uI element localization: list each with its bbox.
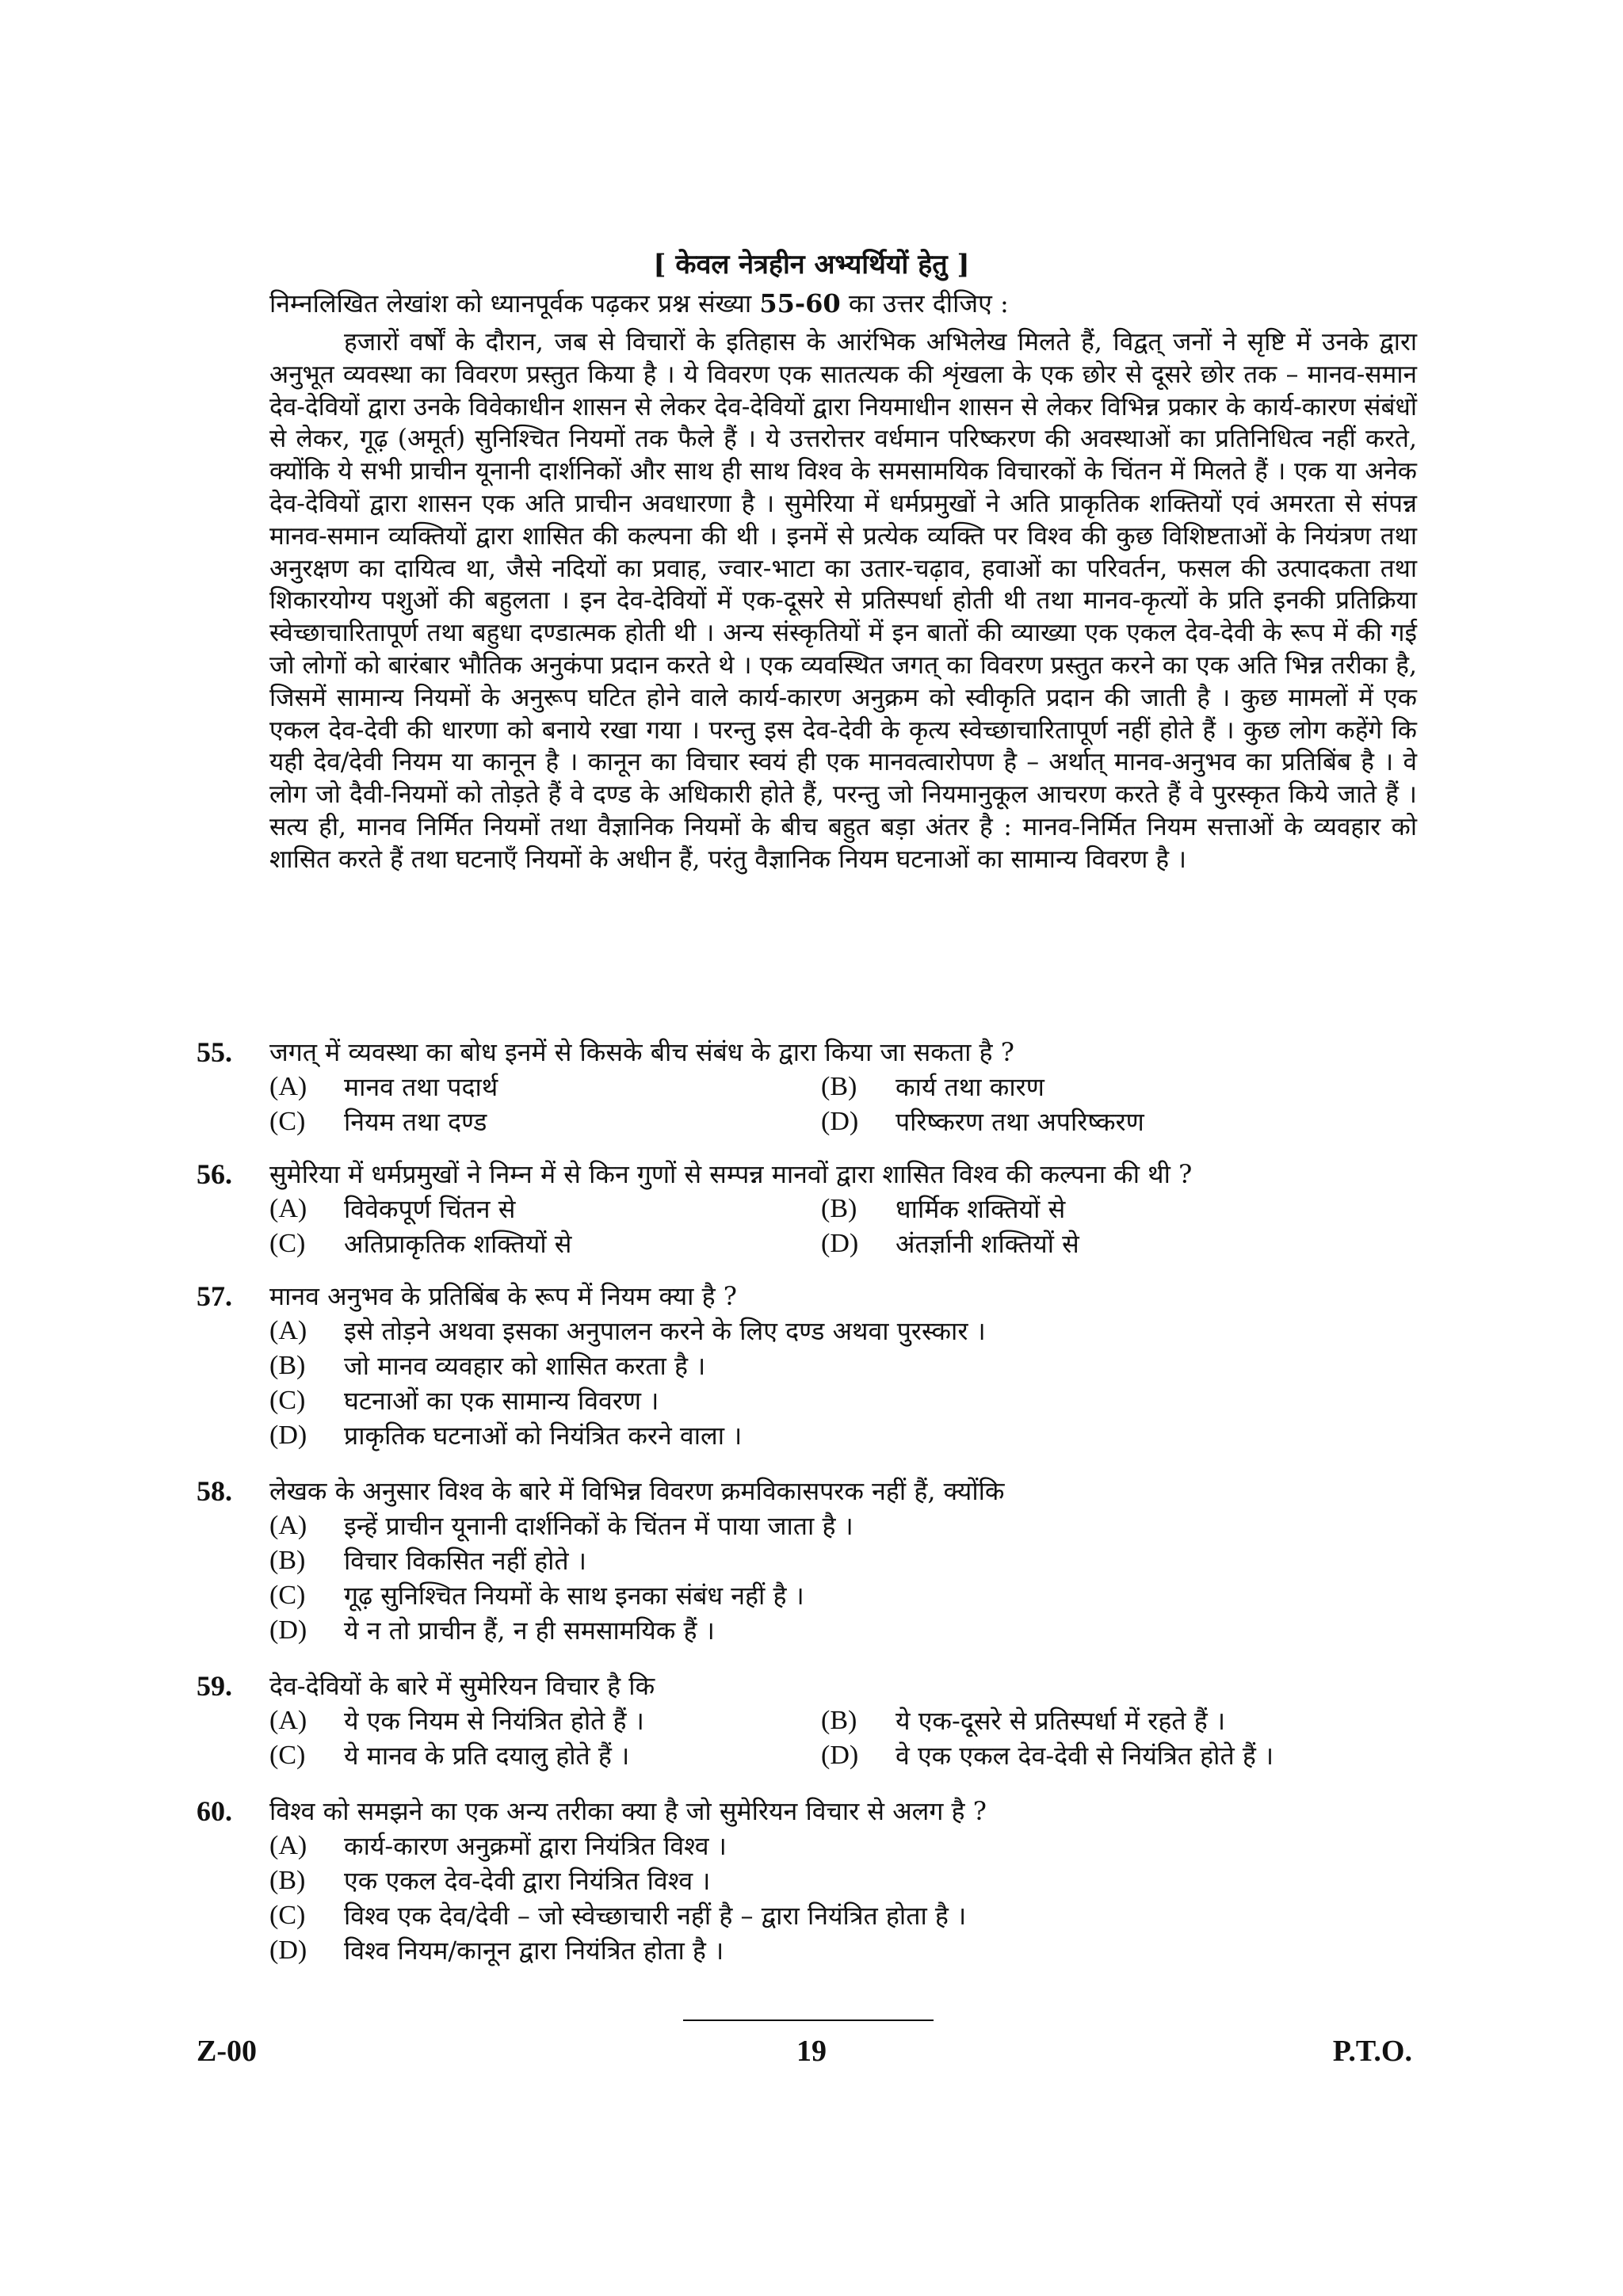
option-d [821, 1104, 1433, 1139]
option-a [269, 1192, 821, 1226]
option-label: (A) [269, 1194, 307, 1223]
option-text: वे एक एकल देव-देवी से नियंत्रित होते हैं । [896, 1741, 1274, 1771]
option-text: घटनाओं का एक सामान्य विवरण । [344, 1386, 659, 1416]
option-c [269, 1226, 821, 1261]
option-label: (D) [269, 1936, 307, 1965]
option-label: (C) [269, 1386, 306, 1415]
option-text: धार्मिक शक्तियों से [896, 1194, 1066, 1224]
question-text: जगत् में व्यवस्था का बोध इनमें से किसके बीच संबंध के द्वारा किया जा सकता है ? [269, 1037, 1014, 1067]
option-label: (A) [269, 1706, 307, 1735]
question-text: सुमेरिया में धर्मप्रमुखों ने निम्न में से किन गुणों से सम्पन्न मानवों द्वारा शासित विश्व की कल्पना की थी ? [269, 1159, 1193, 1189]
option-label: (D) [269, 1421, 307, 1450]
option-text: एक एकल देव-देवी द्वारा नियंत्रित विश्व । [344, 1866, 711, 1896]
option-c [269, 1383, 1433, 1418]
option-label: (C) [269, 1107, 306, 1136]
option-text: ये मानव के प्रति दयालु होते हैं । [344, 1741, 630, 1771]
option-a [269, 1508, 1433, 1543]
option-text: इन्हें प्राचीन यूनानी दार्शनिकों के चिंतन में पाया जाता है । [344, 1511, 854, 1541]
option-label: (C) [269, 1901, 306, 1930]
option-text: अंतर्ज्ञानी शक्तियों से [896, 1229, 1079, 1259]
footer-divider [683, 2019, 934, 2021]
option-text: ये एक-दूसरे से प्रतिस्पर्धा में रहते हैं । [896, 1706, 1226, 1736]
option-text: विचार विकसित नहीं होते । [344, 1546, 586, 1576]
question-text: देव-देवियों के बारे में सुमेरियन विचार है कि [269, 1671, 655, 1701]
option-label: (D) [821, 1229, 859, 1258]
option-label: (D) [269, 1615, 307, 1645]
reading-passage: हजारों वर्षों के दौरान, जब से विचारों के इतिहास के आरंभिक अभिलेख मिलते हैं, विद्वत् जनों ने सृष्टि में उनके द्वारा अनुभूत व्यवस्था का विवरण प्रस्तुत किया है । ये विवरण एक सातत्यक की शृंखला के एक छोर से दूसरे छोर तक – मानव-समान देव-देवियों द्वारा उनके विवेकाधीन शासन से लेकर देव-देवियों द्वारा नियमाधीन शासन से लेकर विभिन्न प्रकार के कार्य-कारण संबंधों से लेकर, गूढ़ (अमूर्त) सुनिश्चित नियमों तक फैले हैं । ये उत्तरोत्तर वर्धमान परिष्करण की अवस्थाओं का प्रतिनिधित्व नहीं करते, क्योंकि ये सभी प्राचीन यूनानी दार्शनिकों और साथ ही साथ विश्व के समसामयिक विचारकों के चिंतन में मिलते हैं । एक या अनेक देव-देवियों द्वारा शासन एक अति प्राचीन अवधारणा है । सुमेरिया में धर्मप्रमुखों ने अति प्राकृतिक शक्तियों एवं अमरता से संपन्न मानव-समान व्यक्तियों द्वारा शासित की कल्पना की थी । इनमें से प्रत्येक व्यक्ति पर विश्व की कुछ विशिष्टताओं के नियंत्रण तथा अनुरक्षण का दायित्व था, जैसे नदियों का प्रवाह, ज्वार-भाटा का उतार-चढ़ाव, हवाओं का परिवर्तन, फसल की उत्पादकता तथा शिकारयोग्य पशुओं की बहुलता । इन देव-देवियों में एक-दूसरे से प्रतिस्पर्धा होती थी तथा मानव-कृत्यों के प्रति इनकी प्रतिक्रिया स्वेच्छाचारितापूर्ण तथा बहुधा दण्डात्मक होती थी । अन्य संस्कृतियों में इन बातों की व्याख्या एक एकल देव-देवी के रूप में की गई जो लोगों को बारंबार भौतिक अनुकंपा प्रदान करते थे । एक व्यवस्थित जगत् का विवरण प्रस्तुत करने का एक अति भिन्न तरीका है, जिसमें सामान्य नियमों के अनुरूप घटित होने वाले कार्य-कारण अनुक्रम को स्वीकृति प्रदान की जाती है । कुछ मामलों में एक एकल देव-देवी की धारणा को बनाये रखा गया । परन्तु इस देव-देवी के कृत्य स्वेच्छाचारितापूर्ण नहीं होते हैं । कुछ लोग कहेंगे कि यही देव/देवी नियम या कानून है । कानून का विचार स्वयं ही एक मानवत्वारोपण है – अर्थात् मानव-अनुभव का प्रतिबिंब है । वे लोग जो दैवी-नियमों को तोड़ते हैं वे दण्ड के अधिकारी होते हैं, परन्तु जो नियमानुकूल आचरण करते हैं वे पुरस्कृत किये जाते हैं । सत्य ही, मानव निर्मित नियमों तथा वैज्ञानिक नियमों के बीच बहुत बड़ा अंतर है : मानव-निर्मित नियम सत्ताओं के व्यवहार को शासित करते हैं तथा घटनाएँ नियमों के अधीन हैं, परंतु वैज्ञानिक नियम घटनाओं का सामान्य विवरण है । [269, 328, 1417, 874]
option-text: अतिप्राकृतिक शक्तियों से [344, 1229, 572, 1259]
question-57 [197, 1279, 1433, 1453]
option-label: (B) [269, 1351, 306, 1380]
option-label: (B) [821, 1072, 857, 1101]
option-b [821, 1703, 1433, 1738]
question-number: 59. [197, 1670, 232, 1702]
option-label: (D) [821, 1741, 859, 1770]
option-label: (A) [269, 1831, 307, 1860]
option-a [269, 1070, 821, 1104]
question-range: 55-60 [759, 288, 841, 318]
option-a [269, 1314, 1433, 1348]
question-number: 58. [197, 1475, 232, 1507]
option-b [821, 1192, 1433, 1226]
option-label: (A) [269, 1072, 307, 1101]
option-d [821, 1226, 1433, 1261]
option-b [269, 1348, 1433, 1383]
option-text: गूढ़ सुनिश्चित नियमों के साथ इनका संबंध नहीं है । [344, 1581, 804, 1611]
option-text: ये एक नियम से नियंत्रित होते हैं । [344, 1706, 644, 1736]
option-text: विश्व नियम/कानून द्वारा नियंत्रित होता है । [344, 1936, 724, 1966]
option-label: (C) [269, 1581, 306, 1610]
option-text: ये न तो प्राचीन हैं, न ही समसामयिक हैं । [344, 1615, 715, 1646]
option-text: परिष्करण तथा अपरिष्करण [896, 1107, 1144, 1137]
question-55 [197, 1035, 1433, 1139]
instruction-line [269, 287, 1009, 320]
question-59 [197, 1669, 1433, 1773]
option-label: (A) [269, 1316, 307, 1345]
option-label: (B) [821, 1194, 857, 1223]
option-d [269, 1933, 1433, 1968]
option-c [269, 1578, 1433, 1613]
option-text: विवेकपूर्ण चिंतन से [344, 1194, 516, 1224]
instruction-suffix: का उत्तर दीजिए : [840, 288, 1009, 318]
question-text: मानव अनुभव के प्रतिबिंब के रूप में नियम क्या है ? [269, 1281, 737, 1311]
option-text: प्राकृतिक घटनाओं को नियंत्रित करने वाला । [344, 1421, 743, 1451]
option-text: कार्य तथा कारण [896, 1072, 1044, 1102]
question-number: 55. [197, 1036, 232, 1068]
option-label: (A) [269, 1511, 307, 1540]
option-d [821, 1738, 1433, 1773]
option-a [269, 1703, 821, 1738]
option-c [269, 1104, 821, 1139]
option-c [269, 1738, 821, 1773]
option-label: (B) [269, 1866, 306, 1895]
question-60 [197, 1794, 1433, 1968]
option-a [269, 1829, 1433, 1863]
option-b [269, 1543, 1433, 1578]
option-text: कार्य-कारण अनुक्रमों द्वारा नियंत्रित विश्व । [344, 1831, 727, 1861]
option-d [269, 1613, 1433, 1648]
option-text: जो मानव व्यवहार को शासित करता है । [344, 1351, 706, 1381]
option-label: (C) [269, 1741, 306, 1770]
option-text: इसे तोड़ने अथवा इसका अनुपालन करने के लिए दण्ड अथवा पुरस्कार । [344, 1316, 986, 1346]
question-text: लेखक के अनुसार विश्व के बारे में विभिन्न विवरण क्रमविकासपरक नहीं हैं, क्योंकि [269, 1476, 1005, 1506]
page-number: 19 [796, 2035, 827, 2068]
instruction-prefix: निम्नलिखित लेखांश को ध्यानपूर्वक पढ़कर प्रश्न संख्या [269, 288, 760, 318]
please-turn-over: P.T.O. [1332, 2035, 1412, 2068]
paper-code: Z-00 [197, 2035, 257, 2068]
section-header: [ केवल नेत्रहीन अभ्यर्थियों हेतु ] [653, 249, 970, 280]
option-label: (B) [269, 1546, 306, 1575]
option-label: (D) [821, 1107, 859, 1136]
option-c [269, 1898, 1433, 1933]
option-b [269, 1863, 1433, 1898]
option-text: विश्व एक देव/देवी – जो स्वेच्छाचारी नहीं है – द्वारा नियंत्रित होता है । [344, 1901, 967, 1931]
question-number: 60. [197, 1795, 232, 1827]
question-text: विश्व को समझने का एक अन्य तरीका क्या है जो सुमेरियन विचार से अलग है ? [269, 1796, 987, 1826]
option-label: (C) [269, 1229, 306, 1258]
option-text: नियम तथा दण्ड [344, 1107, 487, 1137]
option-b [821, 1070, 1433, 1104]
option-d [269, 1418, 1433, 1453]
question-number: 56. [197, 1158, 232, 1190]
option-label: (B) [821, 1706, 857, 1735]
question-58 [197, 1474, 1433, 1648]
question-56 [197, 1157, 1433, 1261]
question-number: 57. [197, 1280, 232, 1312]
option-text: मानव तथा पदार्थ [344, 1072, 498, 1102]
